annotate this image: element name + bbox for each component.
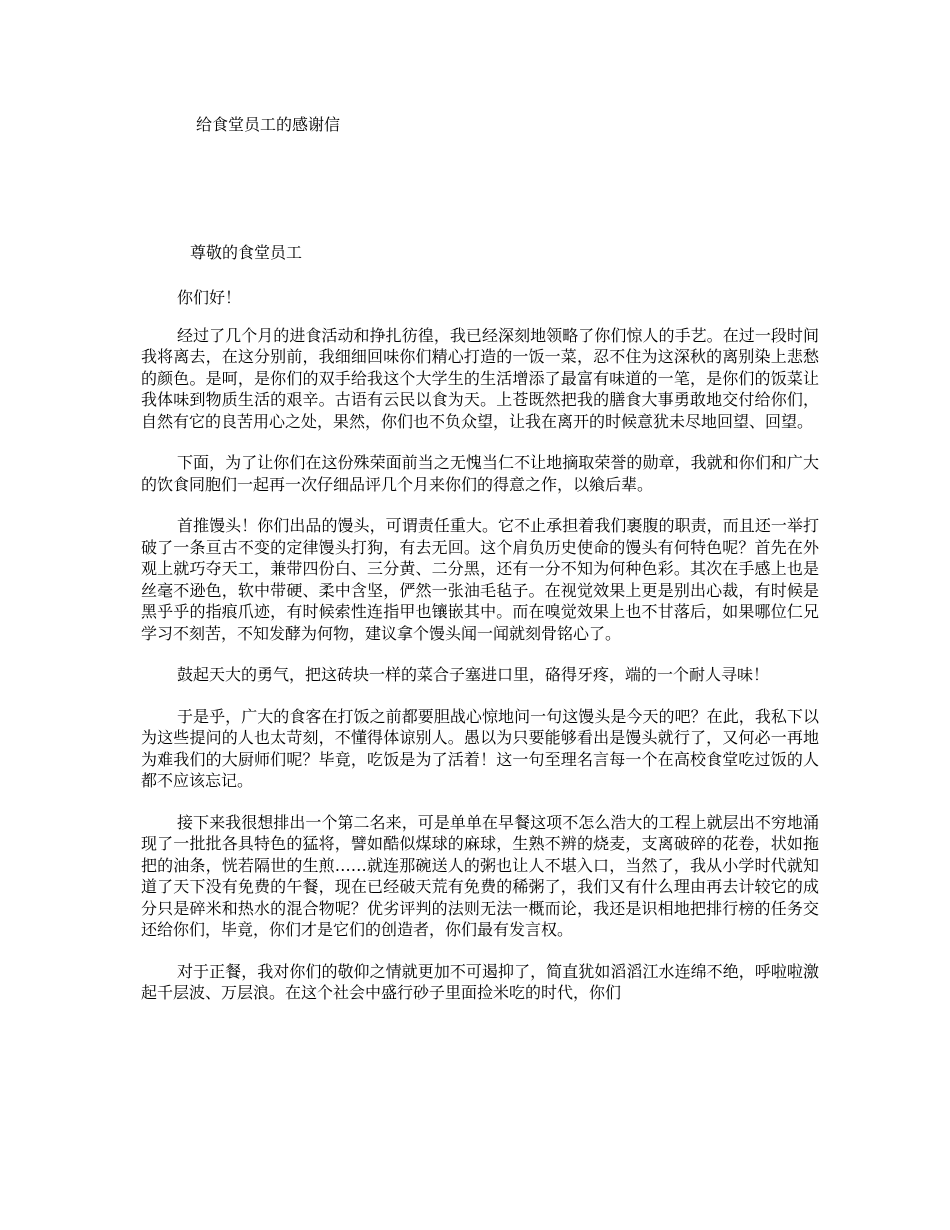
paragraph-courage: 鼓起天大的勇气，把这砖块一样的菜合子塞进口里，硌得牙疼，端的一个耐人寻味！ xyxy=(177,665,770,684)
paragraph-main-meals: 对于正餐，我对你们的敬仰之情就更加不可遏抑了，简直犹如滔滔江水连绵不绝，呼啦啦激起千层波、万层浪。在这个社会中盛行砂子里面捡米吃的时代，你们 xyxy=(141,961,819,1002)
paragraph-diners: 于是乎，广大的食客在打饭之前都要胆战心惊地问一句这馒头是今天的吧？在此，我私下以为这些提问的人也太苛刻，不懂得体谅别人。愚以为只要能够看出是馒头就行了，又何必一再地为难我们的大厨师们呢？毕竟，吃饭是为了活着！这一句至理名言每一个在高校食堂吃过饭的人都不应该忘记。 xyxy=(141,706,819,790)
paragraph-intro: 经过了几个月的进食活动和挣扎彷徨，我已经深刻地领略了你们惊人的手艺。在过一段时间我将离去，在这分别前，我细细回味你们精心打造的一饭一菜，忍不住为这深秋的离别染上悲愁的颜色。是呵，是你们的双手给我这个大学生的生活增添了最富有味道的一笔，是你们的饭菜让我体味到物质生活的艰辛。古语有云民以食为天。上苍既然把我的膳食大事勇敢地交付给你们，自然有它的良苦用心之处，果然，你们也不负众望，让我在离开的时候意犹未尽地回望、回望。 xyxy=(141,325,819,431)
salutation: 尊敬的食堂员工 xyxy=(190,243,303,262)
letter-body xyxy=(141,287,819,1024)
greeting-paragraph: 你们好！ xyxy=(177,288,242,307)
paragraph-transition: 下面，为了让你们在这份殊荣面前当之无愧当仁不让地摘取荣誉的勋章，我就和你们和广大的饮食同胞们一起再一次仔细品评几个月来你们的得意之作，以飨后辈。 xyxy=(141,453,819,494)
paragraph-breakfast: 接下来我很想排出一个第二名来，可是单单在早餐这项不怎么浩大的工程上就层出不穷地涌现了一批批各具特色的猛将，譬如酷似煤球的麻球，生熟不辨的烧麦，支离破碎的花卷，状如拖把的油条，恍若隔世的生煎……就连那碗送人的粥也让人不堪入口，当然了，我从小学时代就知道了天下没有免费的午餐，现在已经破天荒有免费的稀粥了，我们又有什么理由再去计较它的成分只是碎米和热水的混合物呢？优劣评判的法则无法一概而论，我还是识相地把排行榜的任务交还给你们，毕竟，你们才是它们的创造者，你们最有发言权。 xyxy=(141,812,819,939)
paragraph-mantou: 首推馒头！你们出品的馒头，可谓责任重大。它不止承担着我们裹腹的职责，而且还一举打破了一条亘古不变的定律馒头打狗，有去无回。这个肩负历史使命的馒头有何特色呢？首先在外观上就巧夺天工，兼带四份白、三分黄、二分黑，还有一分不知为何种色彩。其次在手感上也是丝毫不逊色，软中带硬、柔中含坚，俨然一张油毛毡子。在视觉效果上更是别出心裁，有时候是黑乎乎的指痕爪迹，有时候索性连指甲也镶嵌其中。而在嗅觉效果上也不甘落后，如果哪位仁兄学习不刻苦，不知发酵为何物，建议拿个馒头闻一闻就刻骨铭心了。 xyxy=(141,516,819,643)
document-title: 给食堂员工的感谢信 xyxy=(196,115,341,134)
